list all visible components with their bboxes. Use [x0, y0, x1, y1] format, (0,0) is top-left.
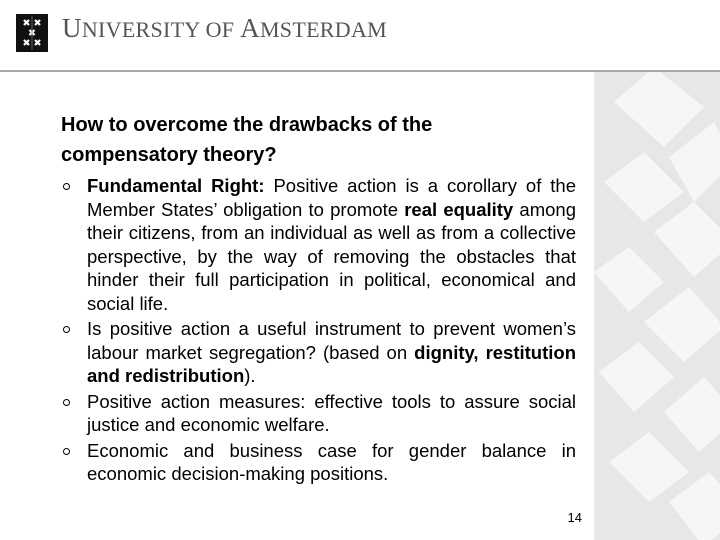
circle-bullet-icon: [63, 183, 70, 190]
university-name-part: NIVERSITY OF: [81, 17, 241, 42]
slide-title: [61, 110, 576, 170]
bullet-item: [61, 439, 576, 486]
bullet-item: [61, 174, 576, 315]
uva-crest-icon: [16, 14, 48, 52]
university-name: [62, 13, 387, 44]
bullet-item: [61, 317, 576, 388]
slide-title-line-2: compensatory theory?: [61, 144, 277, 166]
bullet-text-bold: Fundamental Right:: [87, 175, 265, 196]
slide-title-line-1: How to overcome the drawbacks of the: [61, 114, 433, 136]
circle-bullet-icon: [63, 399, 70, 406]
page-number: 14: [567, 510, 582, 525]
slide-content: [61, 110, 576, 488]
university-name-part: U: [62, 13, 82, 43]
decorative-side-panel: [594, 72, 720, 540]
bullet-text: Positive action measures: effective tools to assure social justice and economic welfare.: [87, 390, 576, 435]
circle-bullet-icon: [63, 326, 70, 333]
bullet-text: ).: [244, 365, 256, 386]
bullet-item: [61, 390, 576, 437]
bullet-text: Positive action is a corollary of the Member States’ obligation to promote: [87, 175, 576, 220]
university-name-part: MSTERDAM: [259, 17, 388, 42]
bullet-text: Is positive action a useful instrument to prevent women’s labour market segregation? (based on: [87, 318, 576, 363]
slide-header: [0, 0, 720, 70]
bullet-text-bold: real equality: [404, 198, 514, 220]
bullet-text: among their citizens, from an individual as well as from a collective perspective, by the way of removing the obstacles that hinder their full participation in political, economical and social life.: [87, 198, 576, 314]
bullet-text-bold: dignity, restitution and redistribution: [87, 341, 577, 386]
bullet-list: [61, 174, 576, 486]
bullet-text: Economic and business case for gender balance in economic decision-making positions.: [87, 439, 576, 484]
university-name-part: A: [240, 13, 260, 43]
circle-bullet-icon: [63, 448, 70, 455]
